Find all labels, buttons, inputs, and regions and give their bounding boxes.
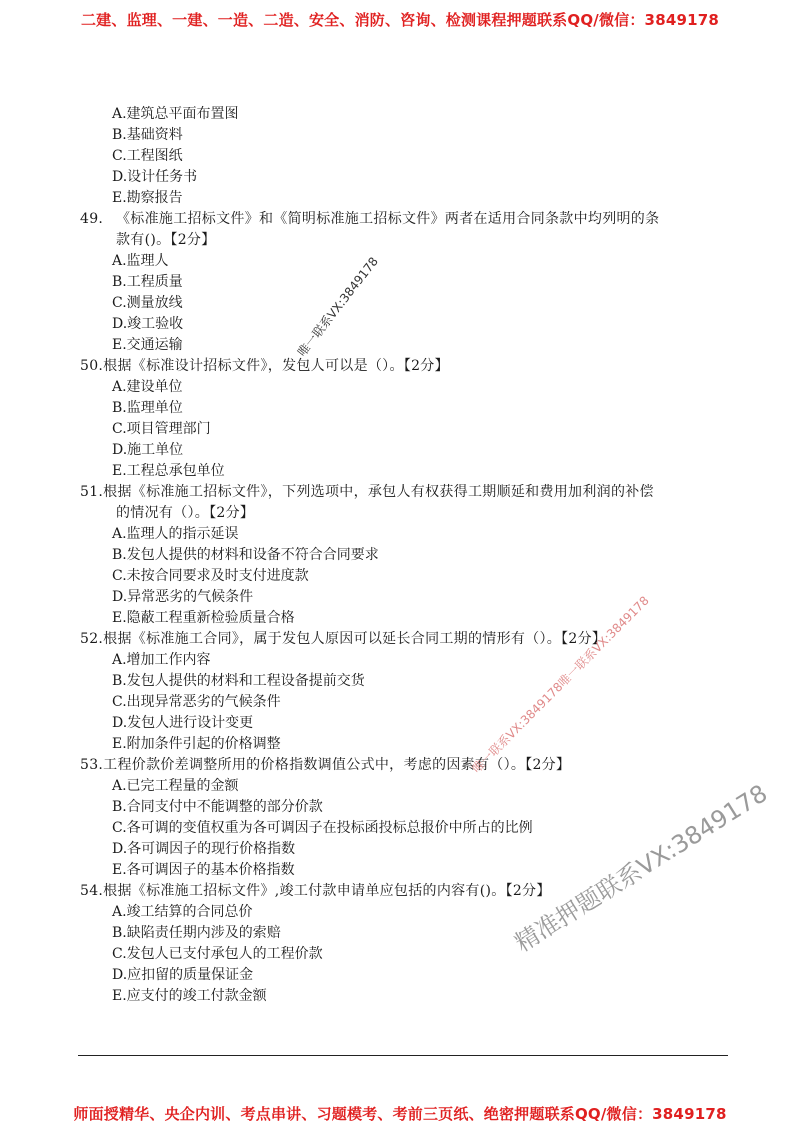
option-a: A.建筑总平面布置图 [112, 106, 239, 122]
option-b: B.工程质量 [112, 274, 183, 290]
option-c: C.出现异常恶劣的气候条件 [112, 694, 281, 710]
question-54-stem: 54.根据《标准施工招标文件》,竣工付款申请单应包括的内容有()。【2分】 [80, 883, 551, 899]
question-number: 49. [80, 211, 104, 227]
question-50 [80, 356, 740, 482]
footer-divider [78, 1055, 728, 1056]
option-c: C.项目管理部门 [112, 421, 211, 437]
question-50-stem: 50.根据《标准设计招标文件》，发包人可以是（）。【2分】 [80, 358, 449, 374]
option-b: B.基础资料 [112, 127, 183, 143]
footer-banner: 师面授精华、央企内训、考点串讲、习题模考、考前三页纸、绝密押题联系QQ/微信：3849178 [73, 1105, 727, 1123]
question-53-stem: 53.工程价款价差调整所用的价格指数调值公式中，考虑的因素有（）。【2分】 [80, 757, 571, 773]
option-d: D.发包人进行设计变更 [112, 715, 254, 731]
watermark-large: 精准押题联系VX:3849178 [509, 779, 773, 958]
option-a: A.增加工作内容 [112, 652, 211, 668]
question-text-continued: 的情况有（）。【2分】 [116, 505, 255, 521]
option-e: E.隐蔽工程重新检验质量合格 [112, 610, 295, 626]
option-a: A.监理人的指示延误 [112, 526, 239, 542]
option-d: D.各可调因子的现行价格指数 [112, 841, 296, 857]
question-text-continued: 款有()。【2分】 [116, 232, 216, 248]
option-e: E.附加条件引起的价格调整 [112, 736, 281, 752]
option-d: D.异常恶劣的气候条件 [112, 589, 254, 605]
option-a: A.建设单位 [112, 379, 183, 395]
option-e: E.交通运输 [112, 337, 183, 353]
option-b: B.发包人提供的材料和工程设备提前交货 [112, 673, 365, 689]
option-b: B.监理单位 [112, 400, 183, 416]
watermark-vx: 唯一联系VX:3849178 [294, 254, 381, 360]
option-c: C.未按合同要求及时支付进度款 [112, 568, 309, 584]
watermark-vx-red: 唯一联系VX:3849178唯一联系VX:3849178 [469, 593, 652, 776]
option-b: B.缺陷责任期内涉及的索赔 [112, 925, 281, 941]
header-banner: 二建、监理、一建、一造、二造、安全、消防、咨询、检测课程押题联系QQ/微信：3849178 [80, 11, 720, 29]
option-e: E.应支付的竣工付款金额 [112, 988, 267, 1004]
question-48-options [80, 104, 740, 209]
option-b: B.合同支付中不能调整的部分价款 [112, 799, 323, 815]
option-e: E.各可调因子的基本价格指数 [112, 862, 295, 878]
option-d: D.竣工验收 [112, 316, 184, 332]
option-e: E.工程总承包单位 [112, 463, 225, 479]
option-a: A.已完工程量的金额 [112, 778, 239, 794]
question-52-stem: 52.根据《标准施工合同》，属于发包人原因可以延长合同工期的情形有（）。【2分】 [80, 631, 607, 647]
option-c: C.工程图纸 [112, 148, 183, 164]
option-c: C.发包人已支付承包人的工程价款 [112, 946, 323, 962]
question-52 [80, 629, 740, 755]
question-49 [80, 209, 740, 356]
option-a: A.监理人 [112, 253, 169, 269]
question-54 [80, 881, 740, 1007]
option-a: A.竣工结算的合同总价 [112, 904, 253, 920]
option-b: B.发包人提供的材料和设备不符合合同要求 [112, 547, 379, 563]
question-text: 《标准施工招标文件》和《简明标准施工招标文件》两者在适用合同条款中均列明的条 [116, 211, 660, 227]
option-d: D.设计任务书 [112, 169, 198, 185]
option-c: C.测量放线 [112, 295, 183, 311]
option-e: E.勘察报告 [112, 190, 183, 206]
question-51-stem: 51.根据《标准施工招标文件》，下列选项中，承包人有权获得工期顺延和费用加利润的补偿 [80, 484, 654, 500]
option-d: D.应扣留的质量保证金 [112, 967, 254, 983]
option-d: D.施工单位 [112, 442, 184, 458]
question-49-stem [80, 209, 740, 230]
option-c: C.各可调的变值权重为各可调因子在投标函投标总报价中所占的比例 [112, 820, 533, 836]
